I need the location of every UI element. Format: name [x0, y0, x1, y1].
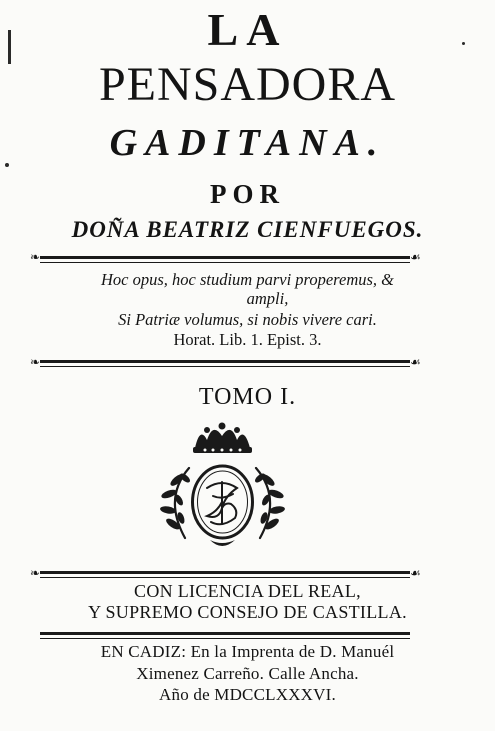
fleuron-icon: ❧ [30, 355, 41, 369]
imprint-line-3: Año de MDCCLXXXVI. [159, 685, 336, 704]
byline-author: DOÑA BEATRIZ CIENFUEGOS. [71, 217, 424, 242]
fleuron-icon: ☙ [410, 566, 421, 580]
epigraph-line-2: ampli, [246, 289, 289, 308]
crowned-monogram-wreath-icon [155, 418, 290, 558]
ornamental-rule-lower-thin [40, 577, 410, 578]
byline-por: POR [210, 179, 285, 209]
epigraph-line-3: Si Patriæ volumus, si nobis vivere cari. [118, 310, 377, 329]
imprint-line-2: Ximenez Carreño. Calle Ancha. [136, 664, 359, 683]
ornamental-rule-top-thin [40, 262, 410, 263]
ornamental-rule-lower [40, 571, 410, 574]
title-line-1: LA [207, 4, 288, 55]
license-line-2: Y SUPREMO CONSEJO DE CASTILLA. [88, 602, 407, 622]
ornamental-rule-middle-thin [40, 366, 410, 367]
fleuron-icon: ❧ [30, 250, 41, 264]
title-line-3: GADITANA. [109, 122, 386, 164]
epigraph-line-1: Hoc opus, hoc studium parvi properemus, & [100, 270, 394, 289]
ornamental-rule-middle [40, 360, 410, 363]
ornamental-rule-bottom [40, 632, 410, 635]
imprint-line-1: EN CADIZ: En la Imprenta de D. Manuél [100, 642, 395, 661]
epigraph-citation: Horat. Lib. 1. Epist. 3. [173, 330, 322, 349]
ornamental-rule-bottom-thin [40, 638, 410, 639]
title-line-2: PENSADORA [98, 58, 397, 111]
volume-number: TOMO I. [198, 384, 297, 410]
fleuron-icon: ☙ [410, 250, 421, 264]
ornamental-rule-top [40, 256, 410, 259]
fleuron-icon: ☙ [410, 355, 421, 369]
fleuron-icon: ❧ [30, 566, 41, 580]
license-line-1: CON LICENCIA DEL REAL, [134, 581, 361, 601]
